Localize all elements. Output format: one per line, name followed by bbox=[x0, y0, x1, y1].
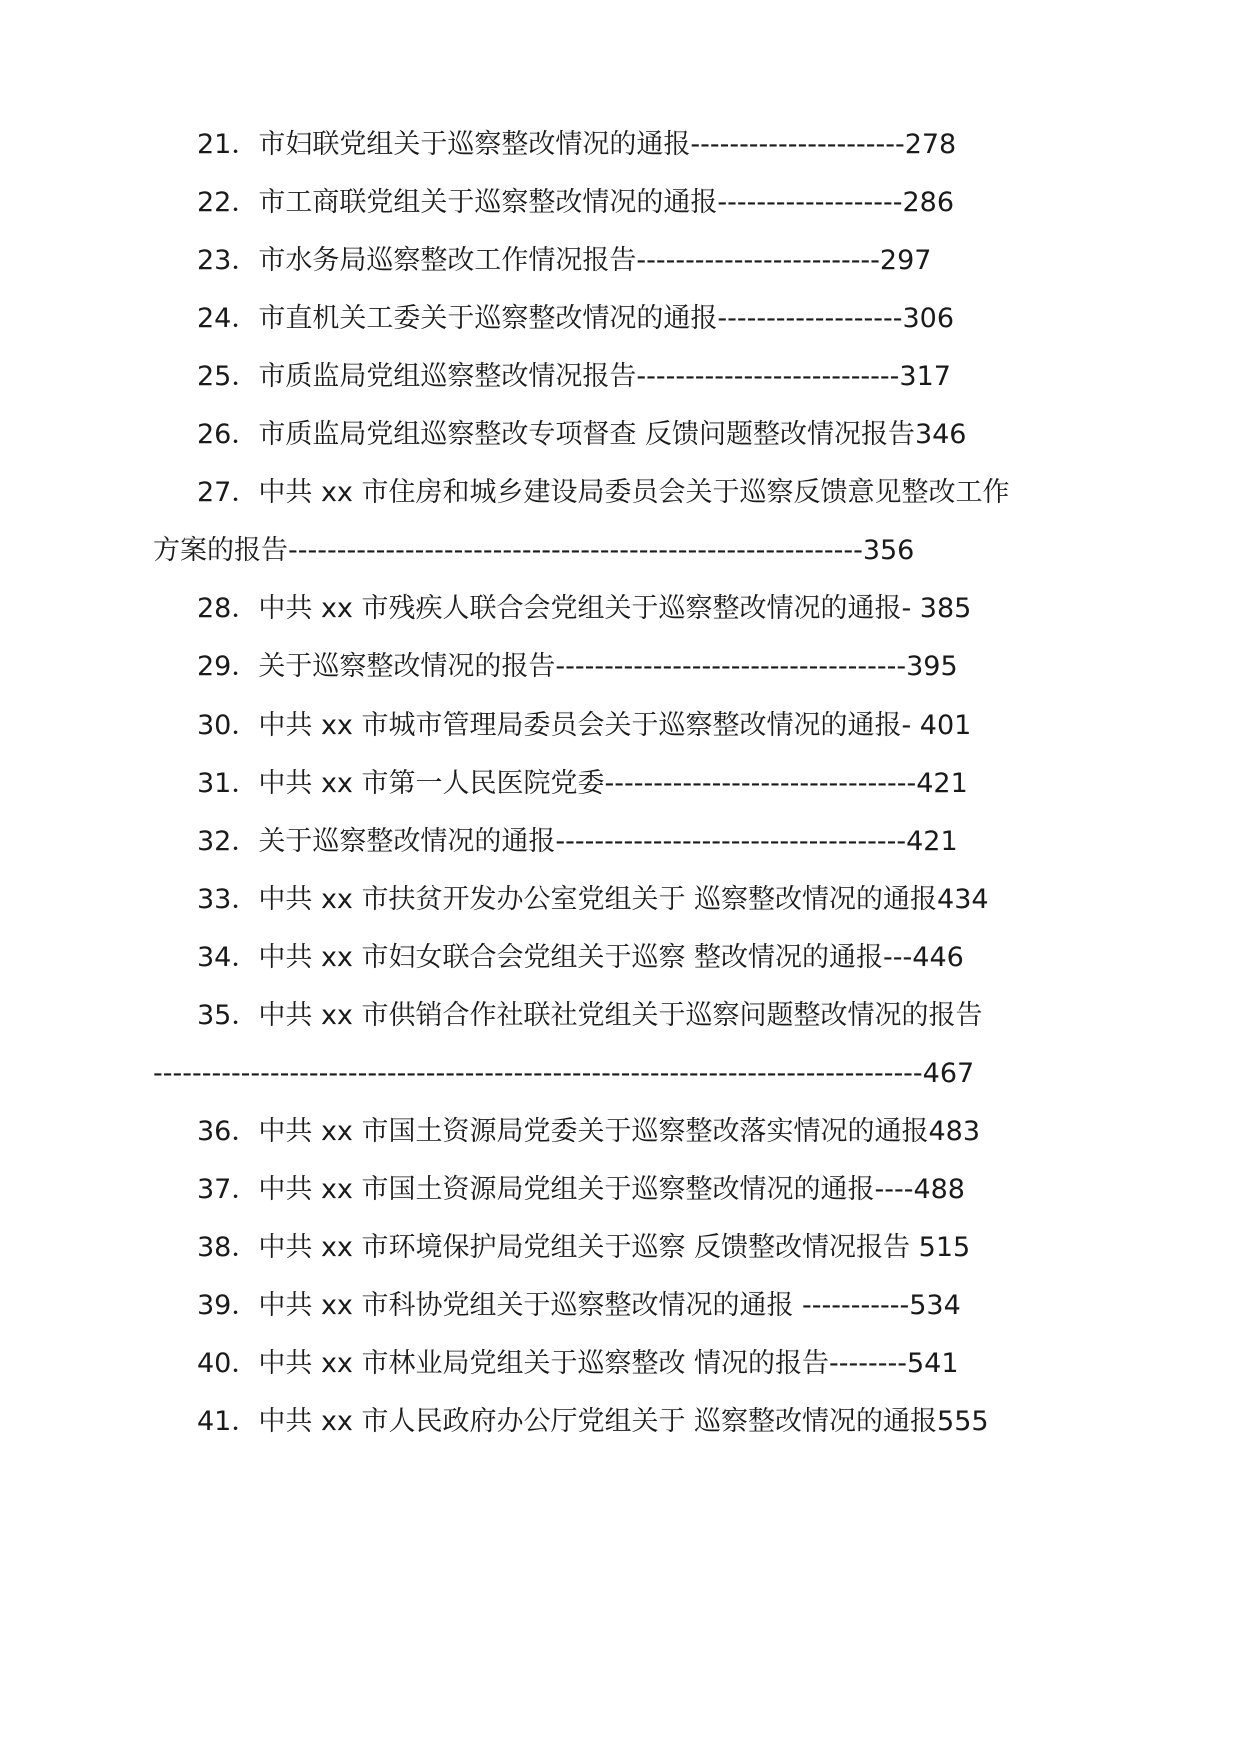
toc-line bbox=[0, 765, 1240, 805]
toc-line-text: 29．关于巡察整改情况的报告------------------------------------395 bbox=[197, 651, 958, 683]
toc-line-text: 方案的报告-----------------------------------------------------------356 bbox=[153, 535, 915, 567]
toc-line bbox=[0, 416, 1240, 456]
toc-line-text: 40．中共 xx 市林业局党组关于巡察整改 情况的报告--------541 bbox=[197, 1348, 959, 1380]
toc-line-text: 37．中共 xx 市国土资源局党组关于巡察整改情况的通报----488 bbox=[197, 1173, 965, 1205]
toc-line bbox=[0, 1287, 1240, 1327]
toc-line-text: 38．中共 xx 市环境保护局党组关于巡察 反馈整改情况报告 515 bbox=[197, 1231, 971, 1263]
toc-line-text: 33．中共 xx 市扶贫开发办公室党组关于 巡察整改情况的通报434 bbox=[197, 883, 989, 915]
toc-line-text: 28．中共 xx 市残疾人联合会党组关于巡察整改情况的通报- 385 bbox=[197, 593, 972, 625]
toc-line-text: 24．市直机关工委关于巡察整改情况的通报-------------------306 bbox=[197, 303, 955, 335]
toc-line-text: 27．中共 xx 市住房和城乡建设局委员会关于巡察反馈意见整改工作 bbox=[197, 477, 1010, 509]
toc-line bbox=[0, 648, 1240, 688]
toc-line-text: 31．中共 xx 市第一人民医院党委--------------------------------421 bbox=[197, 767, 968, 799]
toc-line bbox=[0, 532, 1240, 572]
toc-line-text: 26．市质监局党组巡察整改专项督查 反馈问题整改情况报告346 bbox=[197, 419, 967, 451]
toc-line-text: 30．中共 xx 市城市管理局委员会关于巡察整改情况的通报- 401 bbox=[197, 709, 972, 741]
toc-line-text: 23．市水务局巡察整改工作情况报告-------------------------297 bbox=[197, 245, 932, 277]
toc-line-text: 32．关于巡察整改情况的通报------------------------------------421 bbox=[197, 825, 958, 857]
toc-line bbox=[0, 997, 1240, 1037]
toc-line bbox=[0, 1403, 1240, 1443]
toc-line bbox=[0, 358, 1240, 398]
toc-line bbox=[0, 1055, 1240, 1095]
toc-line-text: 22．市工商联党组关于巡察整改情况的通报-------------------286 bbox=[197, 187, 955, 219]
toc-line-text: 41．中共 xx 市人民政府办公厅党组关于 巡察整改情况的通报555 bbox=[197, 1406, 989, 1438]
toc-line-text: -------------------------------------------------------------------------------467 bbox=[153, 1057, 975, 1089]
toc-line bbox=[0, 300, 1240, 340]
toc-line bbox=[0, 184, 1240, 224]
toc-line bbox=[0, 126, 1240, 166]
toc-line bbox=[0, 242, 1240, 282]
toc-line bbox=[0, 1113, 1240, 1153]
toc-line bbox=[0, 1345, 1240, 1385]
toc-line bbox=[0, 1171, 1240, 1211]
toc-line bbox=[0, 939, 1240, 979]
toc-line-text: 21．市妇联党组关于巡察整改情况的通报----------------------278 bbox=[197, 129, 957, 160]
toc-line bbox=[0, 881, 1240, 921]
toc-line-text: 39．中共 xx 市科协党组关于巡察整改情况的通报 -----------534 bbox=[197, 1290, 961, 1321]
toc-line bbox=[0, 590, 1240, 630]
toc-line bbox=[0, 474, 1240, 514]
toc-line-text: 34．中共 xx 市妇女联合会党组关于巡察 整改情况的通报---446 bbox=[197, 941, 964, 973]
toc-line-text: 25．市质监局党组巡察整改情况报告---------------------------317 bbox=[197, 361, 951, 393]
toc-line bbox=[0, 823, 1240, 863]
toc-line-text: 36．中共 xx 市国土资源局党委关于巡察整改落实情况的通报483 bbox=[197, 1115, 981, 1147]
toc-line-text: 35．中共 xx 市供销合作社联社党组关于巡察问题整改情况的报告 bbox=[197, 999, 983, 1031]
toc-line bbox=[0, 1229, 1240, 1269]
toc-line bbox=[0, 707, 1240, 747]
